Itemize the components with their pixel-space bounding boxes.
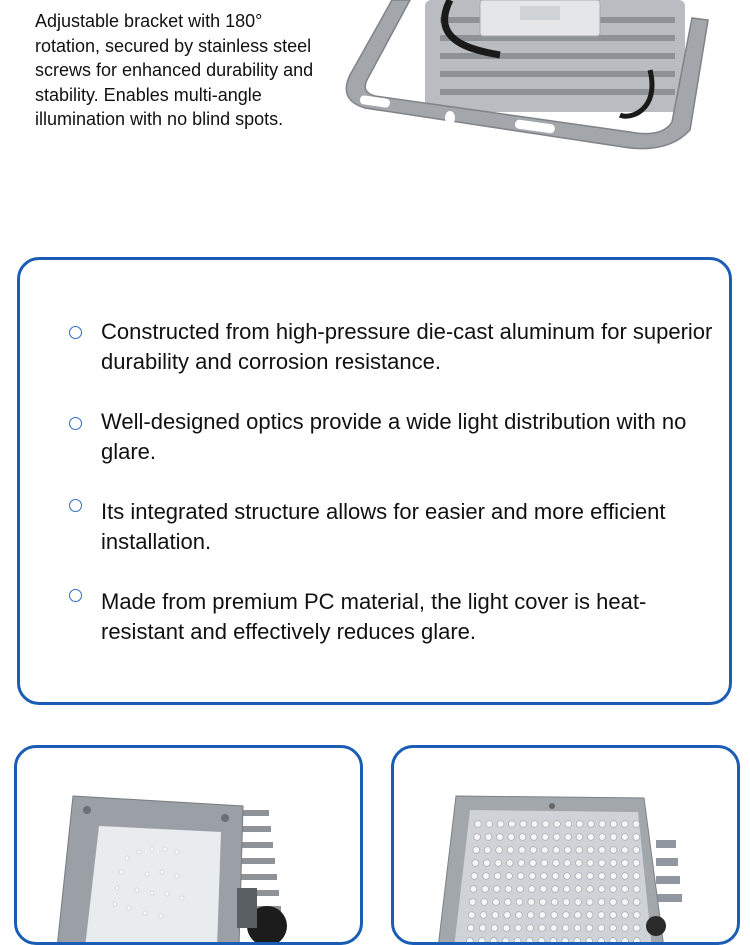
circle-bullet-icon [69,499,82,512]
circle-bullet-icon [69,326,82,339]
feature-text: Well-designed optics provide a wide light distribution with no glare. [101,409,687,464]
circle-bullet-icon [69,589,82,602]
feature-text: Its integrated structure allows for easier and more efficient installation. [101,499,666,554]
floodlight-front-image [394,748,740,945]
floodlight-angled-image [17,748,363,945]
feature-text: Made from premium PC material, the light cover is heat-resistant and effectively reduces glare. [101,589,647,644]
feature-text: Constructed from high-pressure die-cast aluminum for superior durability and corrosion resistance. [101,319,713,374]
product-card-angled [14,745,363,945]
bracket-description: Adjustable bracket with 180° rotation, secured by stainless steel screws for enhanced durability and stability. Enables multi-angle illumination with no blind spots. [35,11,314,130]
circle-bullet-icon [69,417,82,430]
features-panel [17,257,732,705]
floodlight-bracket-image [330,0,720,160]
product-card-front [391,745,740,945]
